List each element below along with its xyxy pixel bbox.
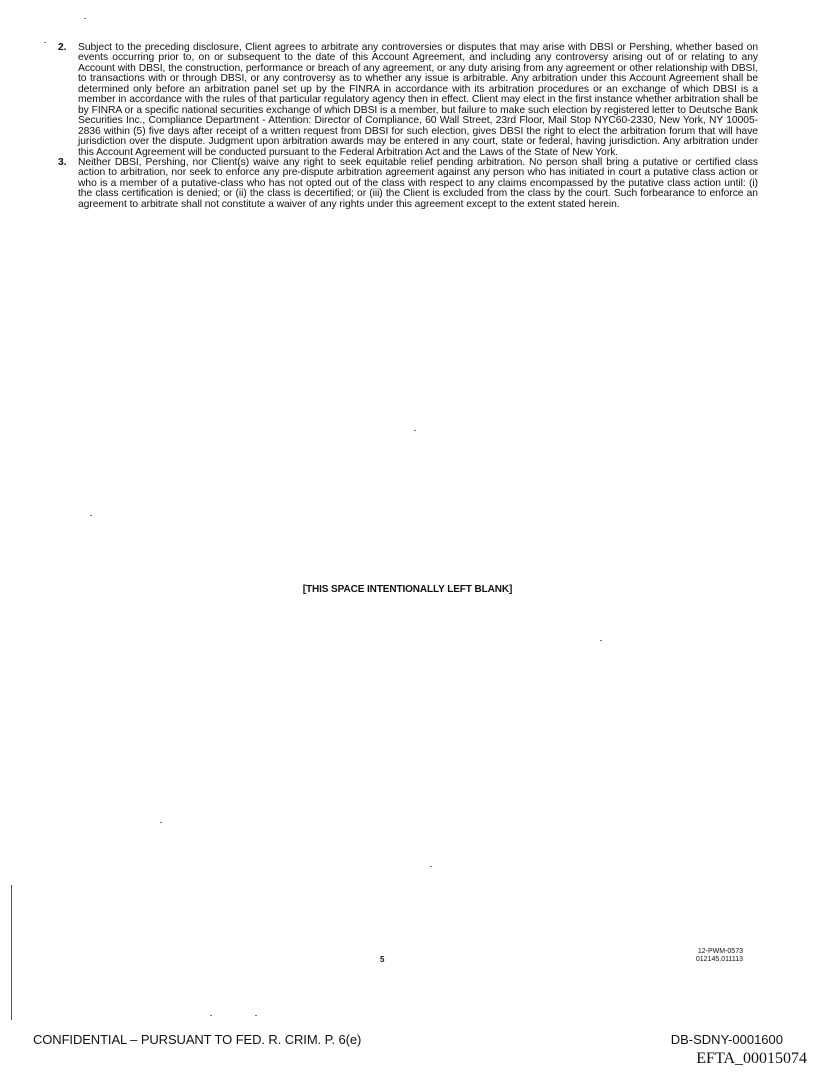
clause-3 [58,158,758,210]
scan-speck [600,640,602,641]
intentionally-blank-notice: [THIS SPACE INTENTIONALLY LEFT BLANK] [302,584,513,595]
scan-speck [430,866,432,867]
scan-speck [160,822,162,823]
scan-speck [414,430,416,431]
arbitration-clauses [58,43,758,210]
clause-2 [58,43,758,158]
clause-number: 2. [58,42,67,53]
scan-speck [210,1015,212,1016]
document-code [696,948,743,964]
scan-speck [255,1015,257,1016]
bates-number: DB-SDNY-0001600 [670,1032,783,1047]
efta-number: EFTA_00015074 [696,1050,807,1067]
document-code-line-2: 012145.011113 [695,956,743,963]
clause-number: 3. [58,156,67,168]
scan-speck [44,42,46,43]
document-code-line-1: 12-PWM-0573 [697,948,743,955]
scan-speck [90,515,92,516]
confidentiality-footer: CONFIDENTIAL – PURSUANT TO FED. R. CRIM. P. 6(e) [33,1032,362,1047]
scan-margin-line [11,885,12,1020]
page-number: 5 [380,955,385,964]
clause-text: Subject to the preceding disclosure, Client agrees to arbitrate any controversies or disputes that may arise with DBSI or Pershing, whether based on events occurring prior to, on or subsequent to the date of this Account Agreement, and including any controversy arising out of or relating to any Account with DBSI, the construction, performance or breach of any agreement, or any duty arising from any agreement or other relationship with DBSI, to transactions with or through DBSI, or any controversy as to whether any issue is arbitrable. Any arbitration under this Account Agreement shall be determined only before an arbitration panel set up by the FINRA in accordance with its arbitration procedures or an exchange of which DBSI is a member in accordance with the rules of that particular regulatory agency then in effect. Client may elect in the first instance whether arbitration shall be by FINRA or a specific national securities exchange of which DBSI is a member, but failure to make such election by registered letter to Deutsche Bank Securities Inc., Compliance Department - Attention: Director of Compliance, 60 Wall Street, 23rd Floor, Mail Stop NYC60-2330, New York, NY 10005-2836 within (5) five days after receipt of a written request from DBSI for such election, gives DBSI the right to elect the arbitration forum that will have jurisdiction over the dispute. Judgment upon arbitration awards may be entered in any court, state or federal, having jurisdiction. Any arbitration under this Account Agreement will be conducted pursuant to the Federal Arbitration Act and the Laws of the State of New York. [78,42,758,158]
scan-speck [84,18,86,19]
clause-text: Neither DBSI, Pershing, nor Client(s) waive any right to seek equitable relief pending arbitration. No person shall bring a putative or certified class action to arbitration, nor seek to enforce any pre-dispute arbitration agreement against any person who has initiated in court a putative class action or who is a member of a putative-class who has not opted out of the class with respect to any claims encompassed by the putative class action until: (i) the class certification is denied; or (ii) the class is decertified; or (iii) the Client is excluded from the class by the court. Such forbearance to enforce an agreement to arbitrate shall not constitute a waiver of any rights under this agreement except to the extent stated herein. [78,156,758,210]
